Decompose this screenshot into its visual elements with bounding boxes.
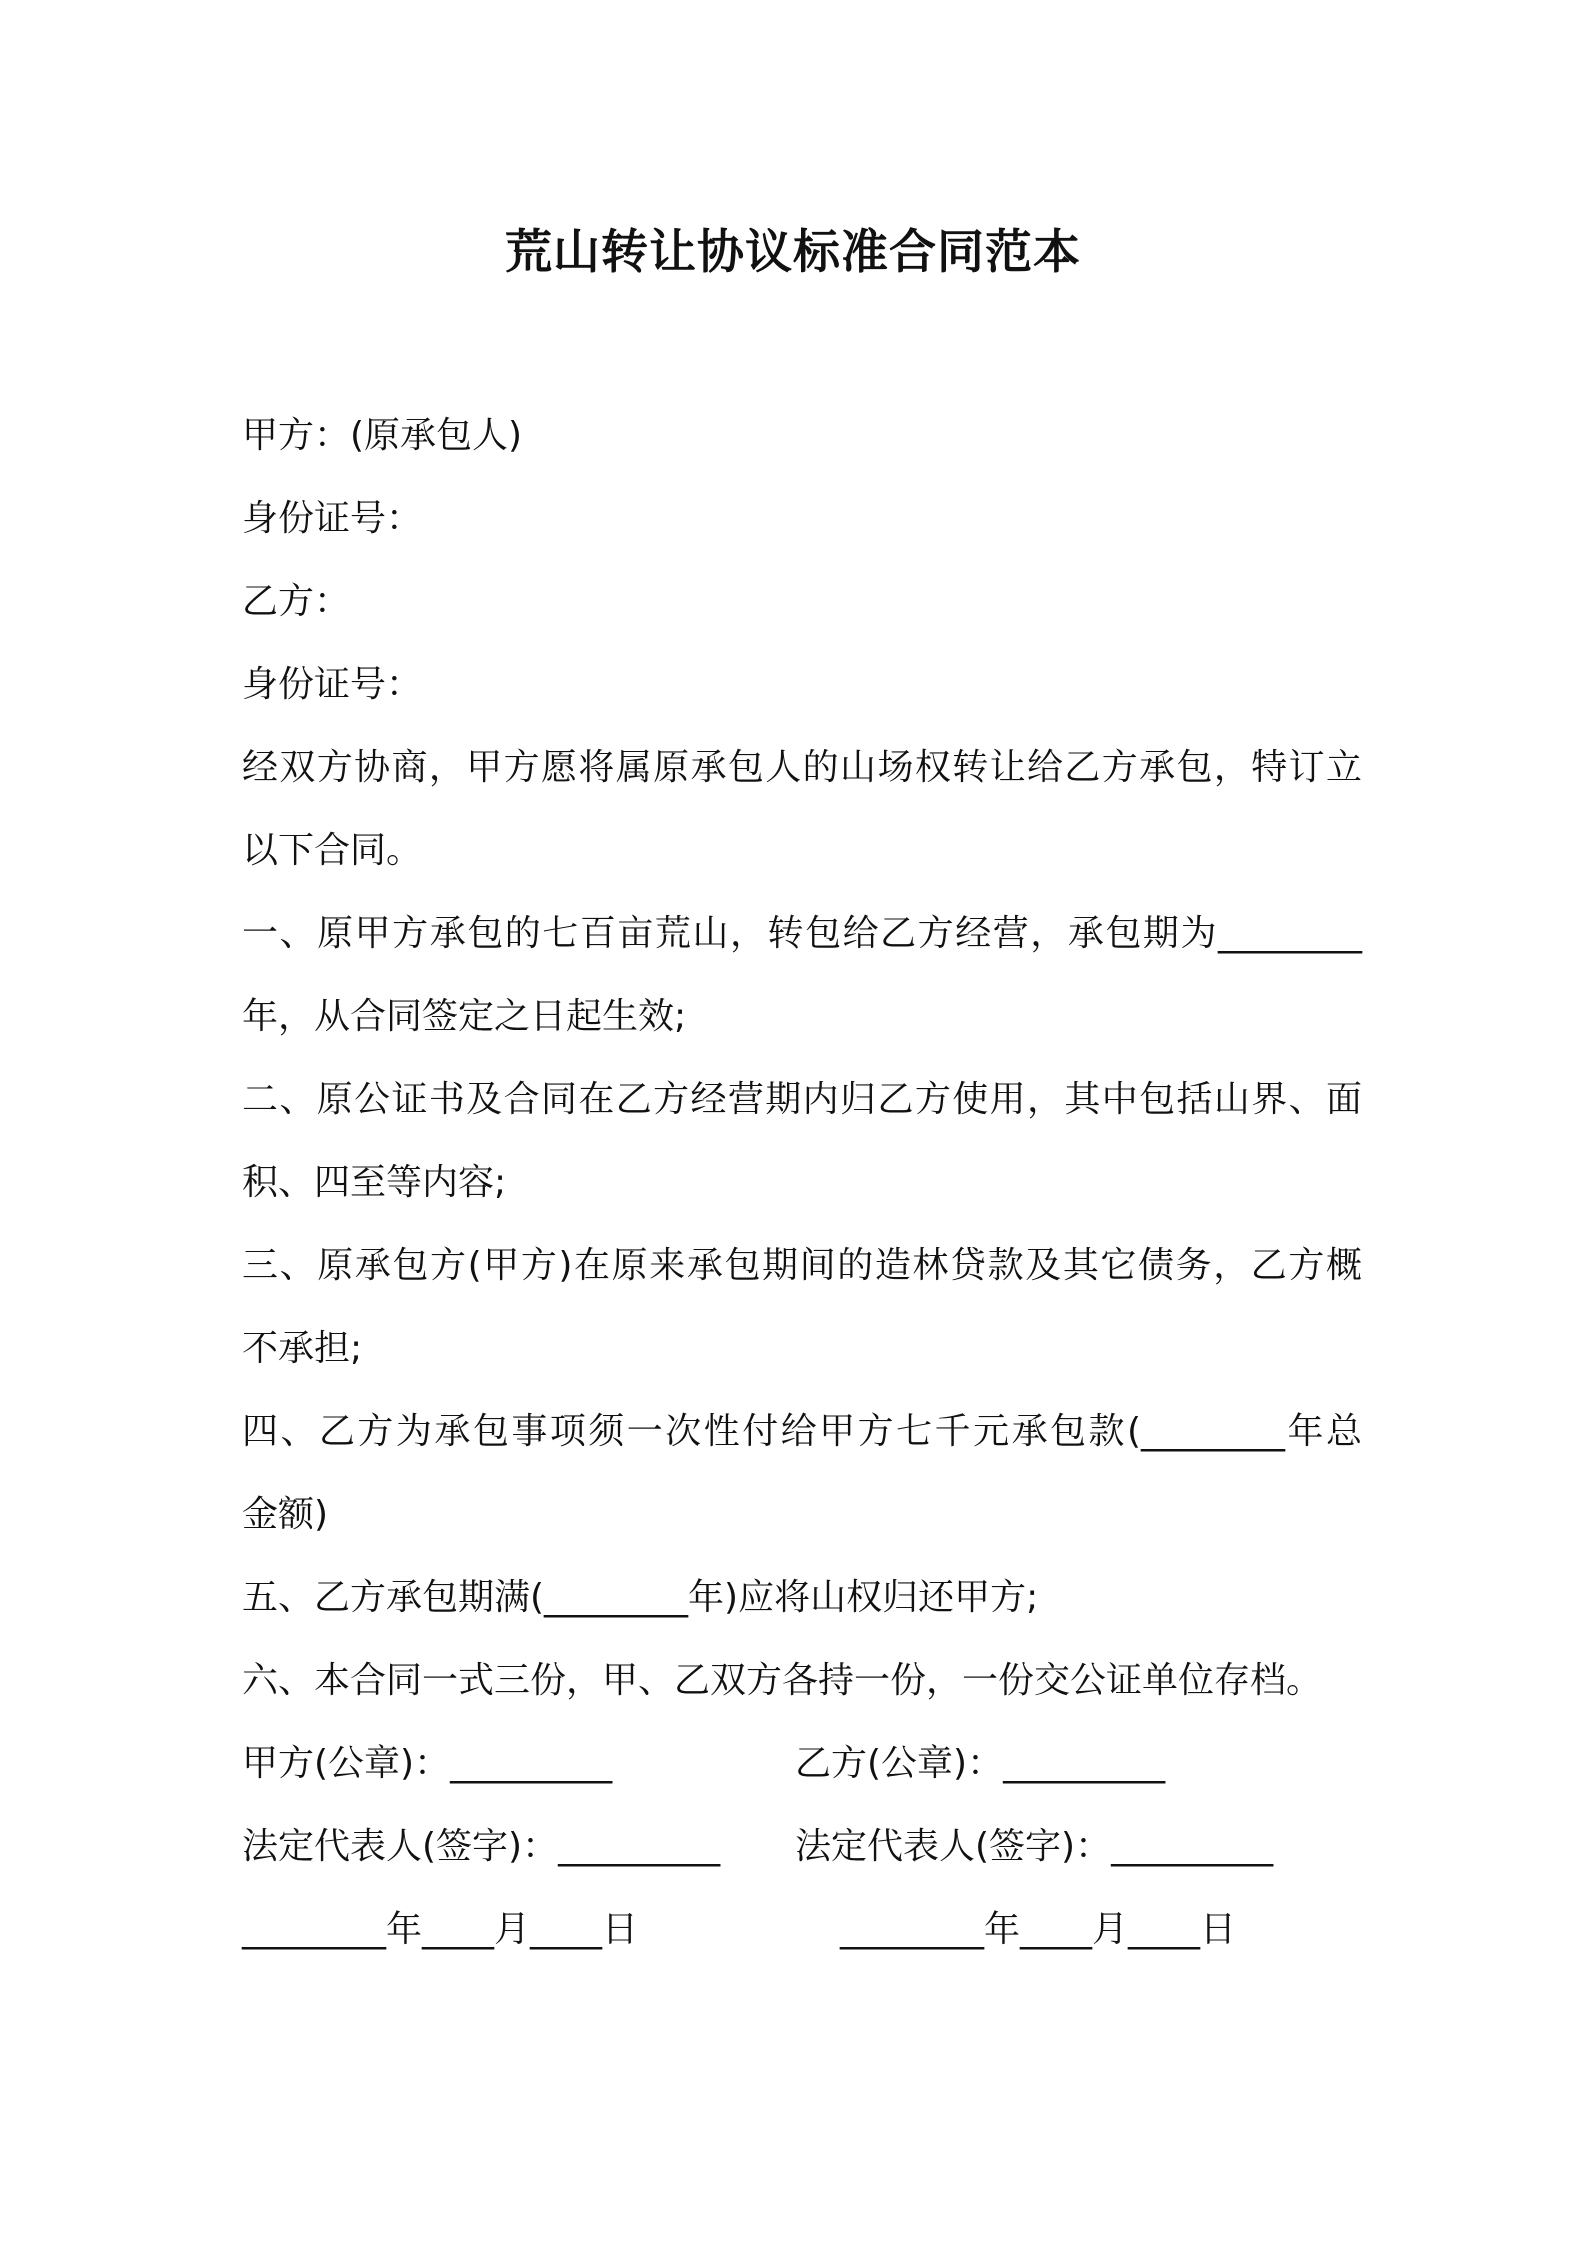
party-b-representative-field: 法定代表人(签字)：_________ [795,1826,1274,1867]
intro-paragraph-line-2: 以下合同。 [242,830,423,871]
clause-1-line-2: 年，从合同签定之日起生效; [242,996,687,1037]
clause-5-line: 五、乙方承包期满(________年)应将山权归还甲方; [242,1577,1039,1618]
party-b-id-line: 身份证号： [242,664,423,705]
clause-2-line-2: 积、四至等内容; [242,1162,507,1203]
party-a-date-field: ________年____月____日 [242,1909,638,1950]
party-b-date-field: ________年____月____日 [840,1909,1236,1950]
party-a-id-line: 身份证号： [242,498,423,539]
clause-4-line-1: 四、乙方为承包事项须一次性付给甲方七千元承包款(________年总 [242,1411,1362,1452]
party-a-seal-field: 甲方(公章)：_________ [242,1743,613,1784]
party-a-representative-field: 法定代表人(签字)：_________ [242,1826,721,1867]
clause-2-line-1: 二、原公证书及合同在乙方经营期内归乙方使用，其中包括山界、面 [242,1079,1362,1120]
clause-3-line-2: 不承担; [242,1328,363,1369]
party-b-seal-field: 乙方(公章)：_________ [795,1743,1166,1784]
clause-6-line: 六、本合同一式三份，甲、乙双方各持一份，一份交公证单位存档。 [242,1660,1323,1701]
clause-1-line-1: 一、原甲方承包的七百亩荒山，转包给乙方经营，承包期为________ [242,913,1362,954]
clause-3-line-1: 三、原承包方(甲方)在原来承包期间的造林贷款及其它债务，乙方概 [242,1245,1362,1286]
party-a-line: 甲方：(原承包人) [242,415,523,456]
clause-4-line-2: 金额) [242,1494,329,1535]
intro-paragraph-line-1: 经双方协商，甲方愿将属原承包人的山场权转让给乙方承包，特订立 [242,747,1362,788]
document-title: 荒山转让协议标准合同范本 [505,225,1081,280]
party-b-line: 乙方： [242,581,351,622]
